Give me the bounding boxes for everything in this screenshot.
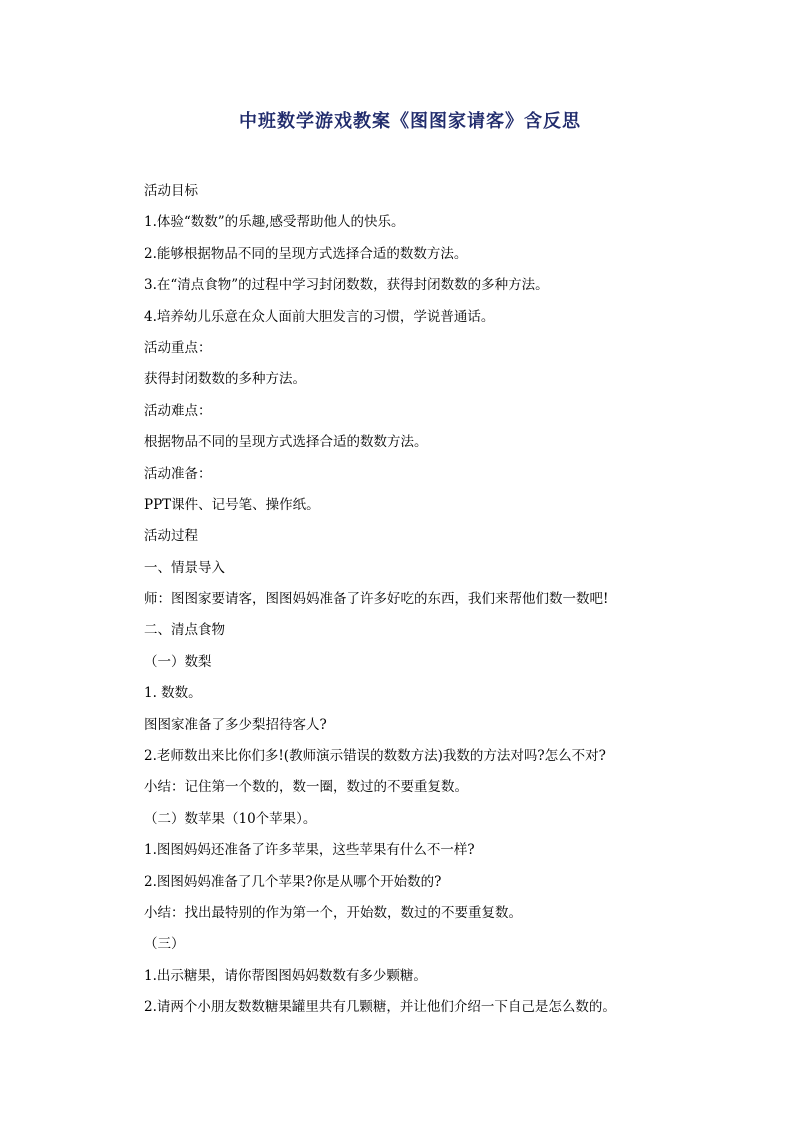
pears-item-1: 1. 数数。 [144,685,202,702]
document-body [144,176,664,1024]
pears-question: 图图家准备了多少梨招待客人? [144,716,327,733]
subsection-heading-three: （三） [144,936,185,953]
process-step-2-heading: 二、清点食物 [144,622,225,639]
section-heading-process: 活动过程 [144,528,198,545]
difficulty-text: 根据物品不同的呈现方式选择合适的数数方法。 [144,434,428,451]
objective-item-3: 3.在“清点食物”的过程中学习封闭数数，获得封闭数数的多种方法。 [144,277,549,294]
section-heading-preparation: 活动准备： [144,465,212,482]
objective-item-4: 4.培养幼儿乐意在众人面前大胆发言的习惯，学说普通话。 [144,308,495,325]
candy-item-1: 1.出示糖果，请你帮图图妈妈数数有多少颗糖。 [144,967,427,984]
pears-summary: 小结：记住第一个数的，数一圈，数过的不要重复数。 [144,779,468,796]
preparation-text: PPT课件、记号笔、操作纸。 [144,496,320,513]
key-point-text: 获得封闭数数的多种方法。 [144,371,306,388]
apples-summary: 小结：找出最特别的作为第一个，开始数，数过的不要重复数。 [144,904,522,921]
objective-item-2: 2.能够根据物品不同的呈现方式选择合适的数数方法。 [144,245,468,262]
apples-item-1: 1.图图妈妈还准备了许多苹果，这些苹果有什么不一样? [144,842,475,859]
candy-item-2: 2.请两个小朋友数数糖果罐里共有几颗糖，并让他们介绍一下自己是怎么数的。 [144,999,616,1016]
pears-item-2: 2.老师数出来比你们多!(教师演示错误的数数方法)我数的方法对吗?怎么不对? [144,748,606,765]
process-paragraph: 师：图图家要请客，图图妈妈准备了许多好吃的东西，我们来帮他们数一数吧! [144,591,609,608]
section-heading-key-point: 活动重点： [144,339,212,356]
page-title: 中班数学游戏教案《图图家请客》含反思 [239,111,581,132]
section-heading-difficulty: 活动难点： [144,402,212,419]
objective-item-1: 1.体验“数数”的乐趣,感受帮助他人的快乐。 [144,214,405,231]
subsection-heading-apples: （二）数苹果（10个苹果）。 [144,810,317,827]
section-heading-objectives: 活动目标 [144,183,198,199]
apples-item-2: 2.图图妈妈准备了几个苹果?你是从哪个开始数的? [144,873,442,890]
process-step-1-heading: 一、情景导入 [144,559,225,576]
subsection-heading-pears: （一）数梨 [144,653,212,670]
